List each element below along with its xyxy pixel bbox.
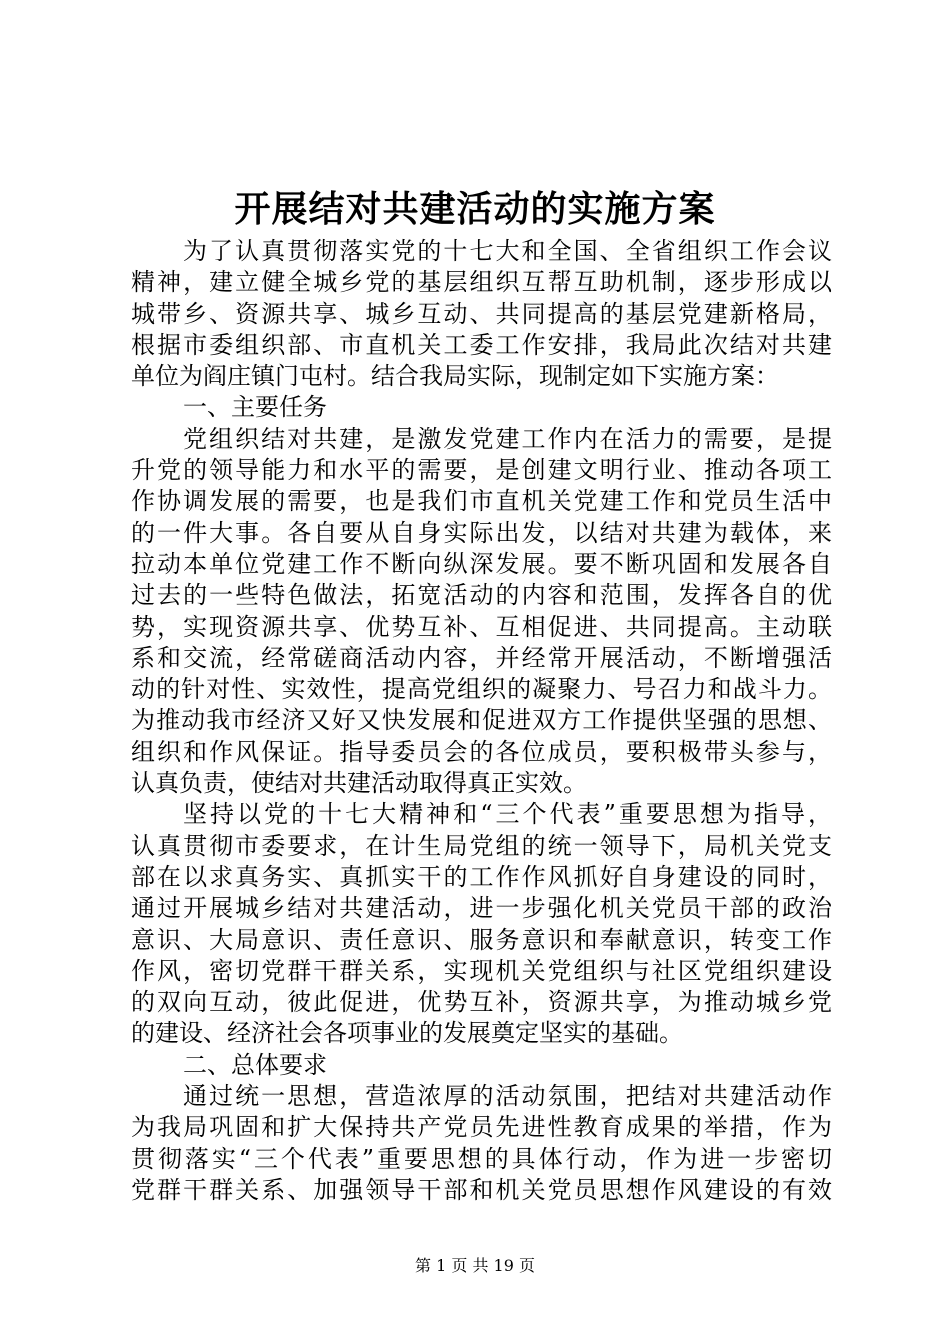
body-line: 动的针对性、实效性，提高党组织的凝聚力、号召力和战斗力。 xyxy=(131,675,832,704)
body-line: 党组织结对共建，是激发党建工作内在活力的需要，是提 xyxy=(183,424,832,453)
body-line: 城带乡、资源共享、城乡互动、共同提高的基层党建新格局， xyxy=(131,299,832,328)
body-line: 的一件大事。各自要从自身实际出发，以结对共建为载体，来 xyxy=(131,518,832,547)
body-line: 为了认真贯彻落实党的十七大和全国、全省组织工作会议 xyxy=(183,237,832,265)
document-body xyxy=(131,236,832,1206)
body-line: 系和交流，经常磋商活动内容，并经常开展活动，不断增强活 xyxy=(131,643,832,672)
page-footer: 第 1 页 共 19 页 xyxy=(415,1256,535,1275)
body-line: 意识、大局意识、责任意识、服务意识和奉献意识，转变工作 xyxy=(131,925,832,954)
body-line: 的建设、经济社会各项事业的发展奠定坚实的基础。 xyxy=(131,1019,683,1048)
section-heading: 二、总体要求 xyxy=(183,1050,327,1079)
body-line: 组织和作风保证。指导委员会的各位成员，要积极带头参与， xyxy=(131,737,832,766)
body-line: 通过统一思想，营造浓厚的活动氛围，把结对共建活动作 xyxy=(183,1082,832,1111)
body-line: 的双向互动，彼此促进，优势互补，资源共享，为推动城乡党 xyxy=(131,988,832,1017)
body-line: 作风，密切党群干群关系，实现机关党组织与社区党组织建设 xyxy=(131,956,832,985)
body-line: 坚持以党的十七大精神和“三个代表”重要思想为指导， xyxy=(183,800,832,829)
body-line: 通过开展城乡结对共建活动，进一步强化机关党员干部的政治 xyxy=(131,894,832,923)
body-line: 精神，建立健全城乡党的基层组织互帮互助机制，逐步形成以 xyxy=(131,268,832,297)
body-line: 部在以求真务实、真抓实干的工作作风抓好自身建设的同时， xyxy=(131,862,832,891)
body-line: 势，实现资源共享、优势互补、互相促进、共同提高。主动联 xyxy=(131,612,832,641)
body-line: 为推动我市经济又好又快发展和促进双方工作提供坚强的思想、 xyxy=(131,706,832,735)
body-line: 党群干群关系、加强领导干部和机关党员思想作风建设的有效 xyxy=(131,1175,832,1204)
body-line: 过去的一些特色做法，拓宽活动的内容和范围，发挥各自的优 xyxy=(131,581,832,610)
body-line: 认真贯彻市委要求，在计生局党组的统一领导下，局机关党支 xyxy=(131,831,832,860)
body-line: 作协调发展的需要，也是我们市直机关党建工作和党员生活中 xyxy=(131,487,832,516)
body-line: 根据市委组织部、市直机关工委工作安排，我局此次结对共建 xyxy=(131,330,832,359)
section-heading: 一、主要任务 xyxy=(183,393,327,422)
body-line: 为我局巩固和扩大保持共产党员先进性教育成果的举措，作为 xyxy=(131,1113,832,1142)
body-line: 认真负责，使结对共建活动取得真正实效。 xyxy=(131,769,587,798)
document-title: 开展结对共建活动的实施方案 xyxy=(234,188,716,230)
body-line: 升党的领导能力和水平的需要，是创建文明行业、推动各项工 xyxy=(131,456,832,485)
body-line: 单位为阎庄镇门屯村。结合我局实际，现制定如下实施方案： xyxy=(131,362,779,391)
body-line: 拉动本单位党建工作不断向纵深发展。要不断巩固和发展各自 xyxy=(131,549,832,578)
body-line: 贯彻落实“三个代表”重要思想的具体行动，作为进一步密切 xyxy=(131,1144,832,1173)
